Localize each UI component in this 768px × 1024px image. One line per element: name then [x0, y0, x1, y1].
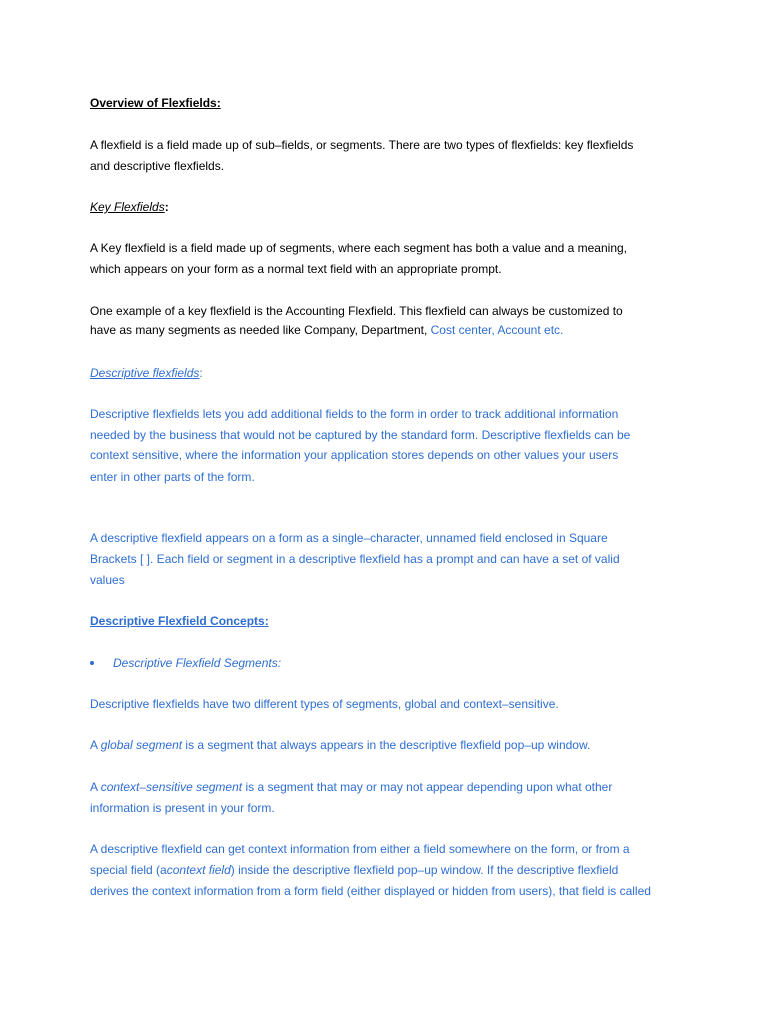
global-segment-post: is a segment that always appears in the descriptive flexfield pop–up window. — [182, 738, 591, 752]
final-para-line-2-pre: special field (a — [90, 863, 167, 877]
desc-para-1-line-1: Descriptive flexfields lets you add additional fields to the form in order to track additional information — [90, 407, 619, 421]
final-para-line-2 — [90, 863, 618, 878]
intro-line-1: A flexfield is a field made up of sub–fields, or segments. There are two types of flexfields: key flexfields — [90, 138, 634, 152]
desc-para-2-line-3: values — [90, 573, 125, 587]
final-para-context-field-term: context field — [166, 863, 231, 877]
key-para-1-line-2: which appears on your form as a normal text field with an appropriate prompt. — [90, 262, 502, 276]
key-flexfields-heading-text: Key Flexfields — [90, 200, 165, 214]
key-para-2-line-2-text: have as many segments as needed like Company, Department, — [90, 323, 431, 337]
key-flexfields-heading-colon: : — [164, 200, 169, 214]
segments-paragraph: Descriptive flexfields have two different types of segments, global and context–sensitive. — [90, 697, 559, 711]
key-para-2-line-2-blue-text: Cost center, Account etc. — [430, 323, 564, 337]
context-segment-term: context–sensitive segment — [100, 780, 243, 794]
final-para-line-2-post: ) inside the descriptive flexfield pop–up window. If the descriptive flexfield — [230, 863, 619, 877]
concepts-heading-link[interactable]: Descriptive Flexfield Concepts: — [90, 614, 269, 628]
global-segment-term: global segment — [100, 738, 183, 752]
desc-para-1-line-2: needed by the business that would not be captured by the standard form. Descriptive flexfields can be — [90, 428, 631, 442]
bullet-item-segments: Descriptive Flexfield Segments: — [113, 656, 282, 670]
key-flexfields-heading — [90, 200, 169, 215]
final-para-line-3: derives the context information from a form field (either displayed or hidden from users), that field is called — [90, 884, 651, 898]
global-segment-paragraph — [90, 738, 590, 753]
key-para-2-line-1: One example of a key flexfield is the Accounting Flexfield. This flexfield can always be customized to — [90, 304, 623, 318]
desc-para-2-line-1: A descriptive flexfield appears on a form as a single–character, unnamed field enclosed in Square — [90, 531, 608, 545]
bullet-dot-icon — [90, 661, 94, 665]
descriptive-flexfields-link[interactable]: Descriptive flexfields — [90, 366, 200, 380]
page-title: Overview of Flexfields: — [90, 96, 221, 110]
key-para-1-line-1: A Key flexfield is a field made up of segments, where each segment has both a value and a meaning, — [90, 241, 627, 255]
descriptive-flexfields-heading[interactable] — [90, 366, 203, 381]
descriptive-flexfields-heading-colon: : — [199, 366, 203, 380]
desc-para-1-line-4: enter in other parts of the form. — [90, 470, 255, 484]
key-para-2-line-2 — [90, 323, 563, 338]
global-segment-pre: A — [90, 738, 101, 752]
context-segment-post: is a segment that may or may not appear depending upon what other — [242, 780, 613, 794]
desc-para-1-line-3: context sensitive, where the information your application stores depends on other values your users — [90, 448, 619, 462]
context-segment-pre: A — [90, 780, 101, 794]
context-segment-line-2: information is present in your form. — [90, 801, 275, 815]
context-segment-line-1 — [90, 780, 612, 795]
desc-para-2-line-2: Brackets [ ]. Each field or segment in a descriptive flexfield has a prompt and can have a set of valid — [90, 552, 620, 566]
final-para-line-1: A descriptive flexfield can get context information from either a field somewhere on the form, or from a — [90, 842, 630, 856]
intro-line-2: and descriptive flexfields. — [90, 159, 225, 173]
